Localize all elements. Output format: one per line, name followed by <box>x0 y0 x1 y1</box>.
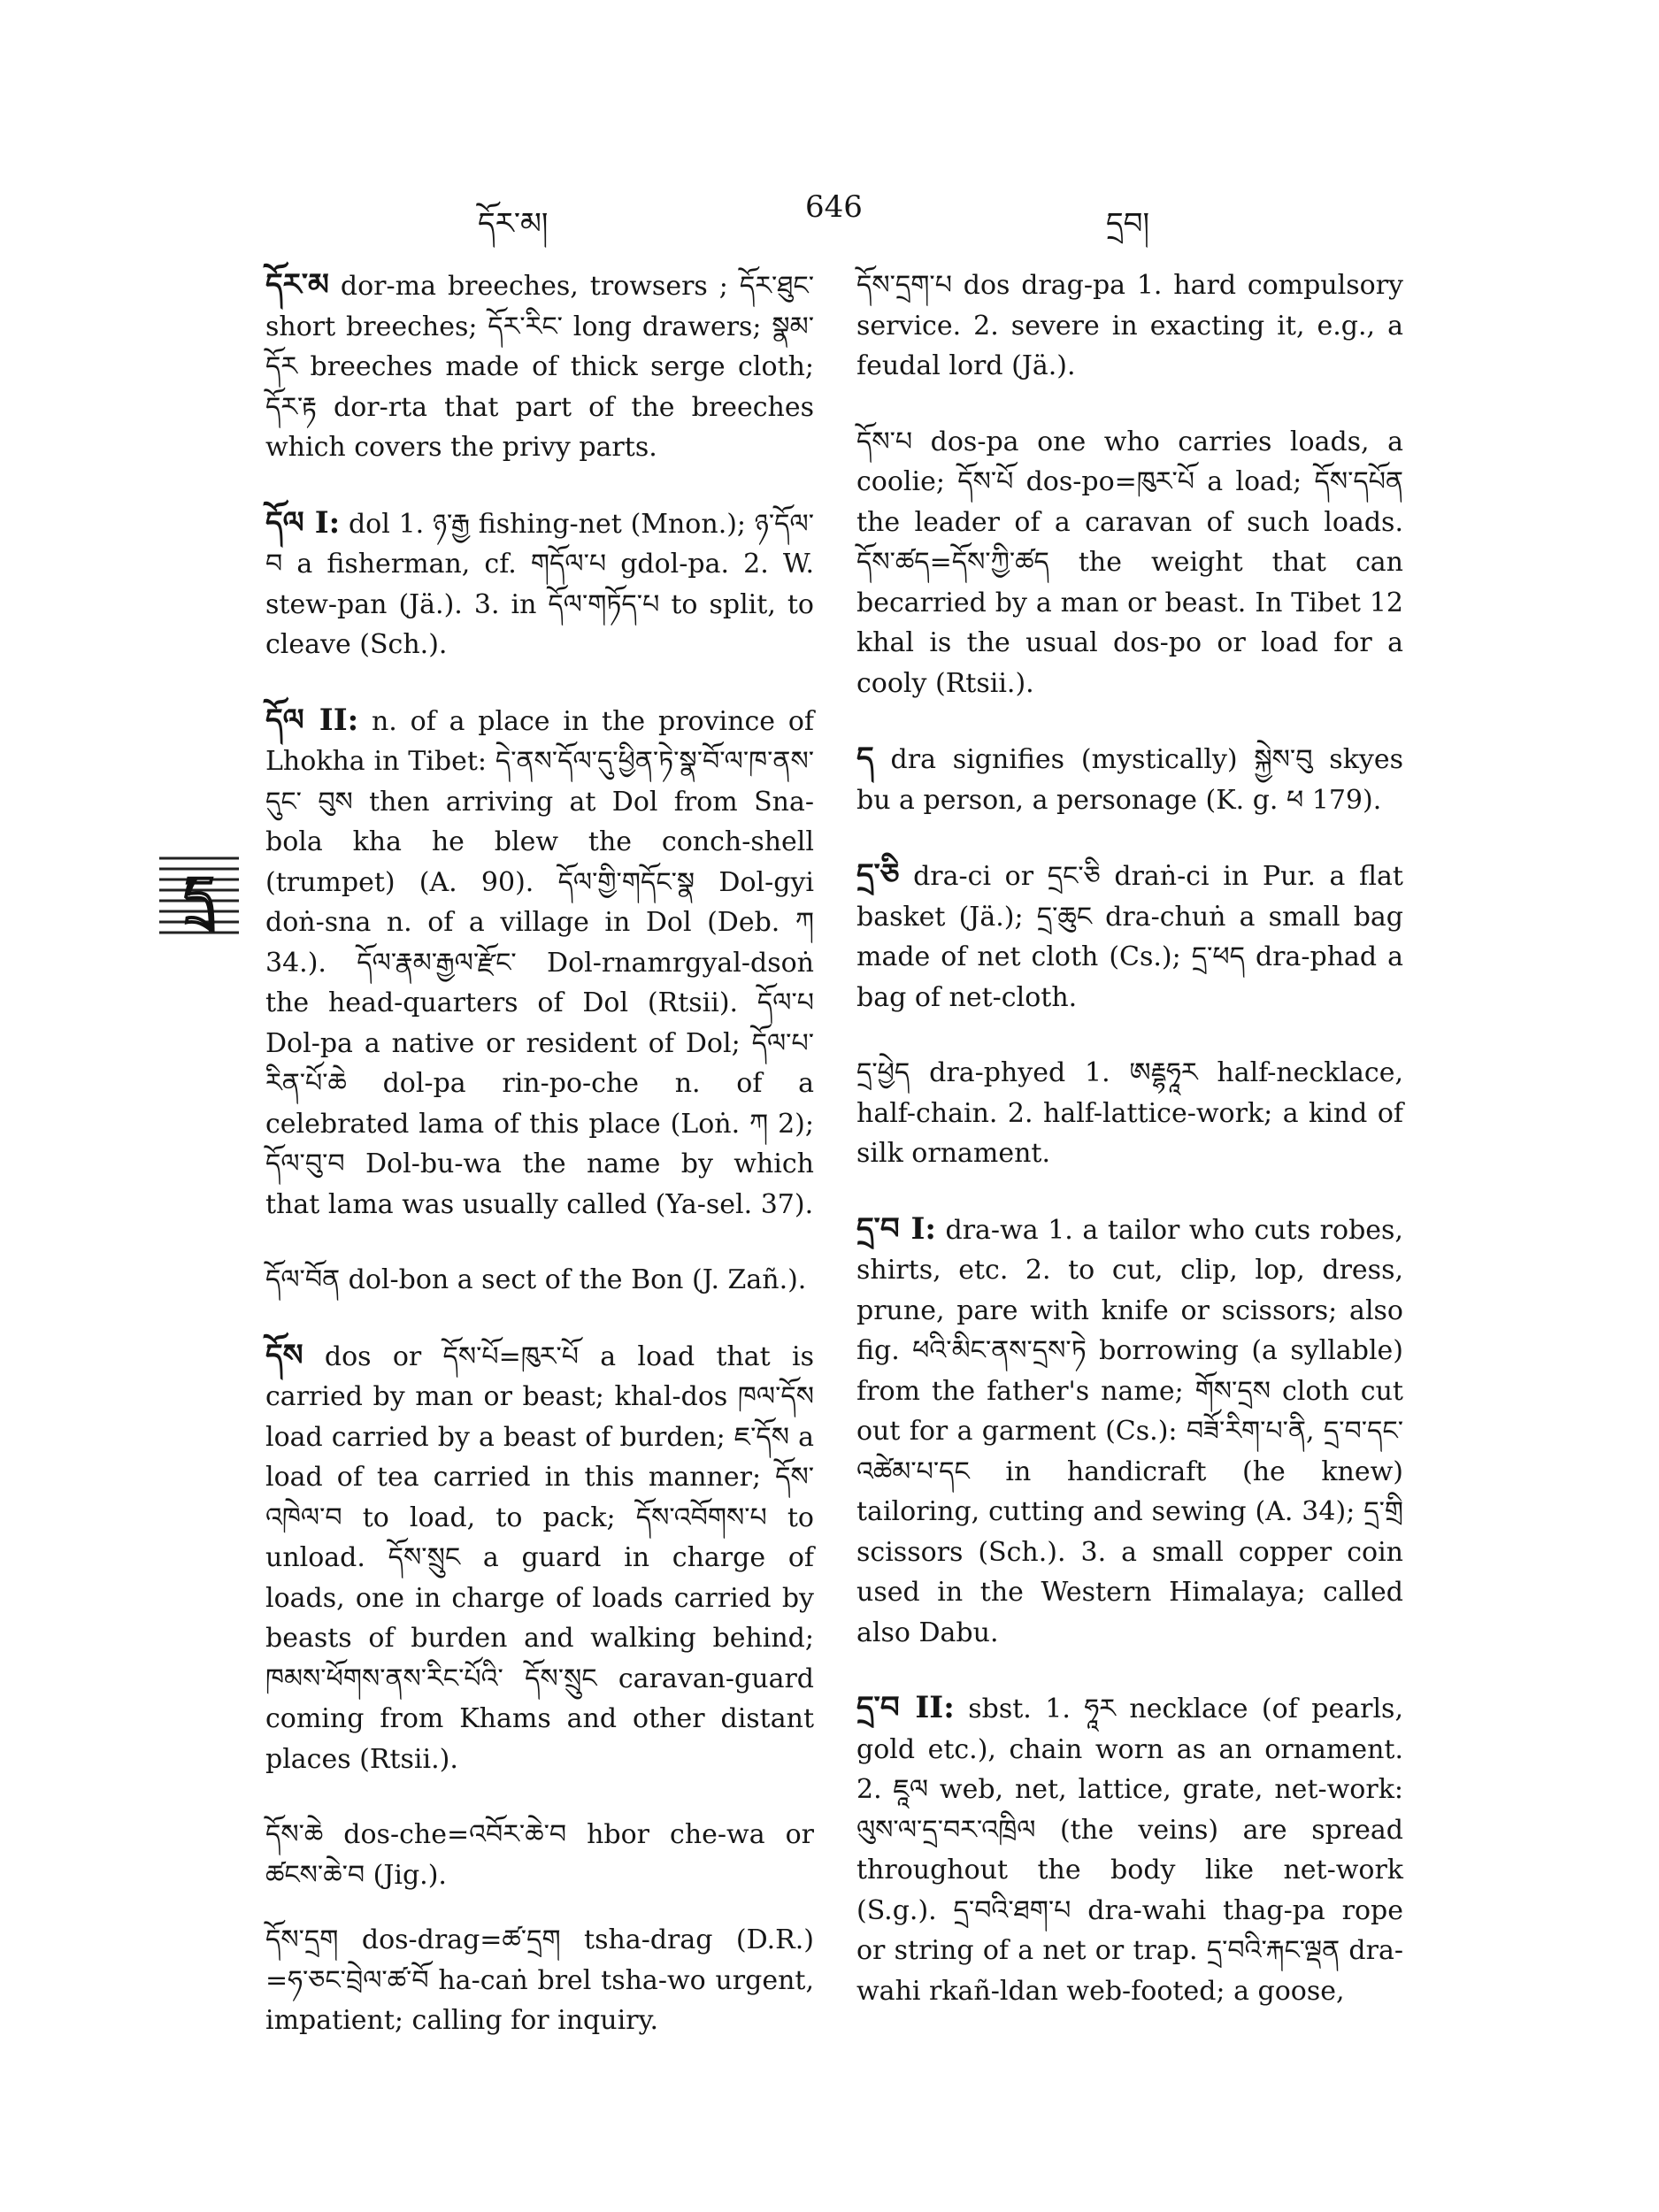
headword: དྲ་བ I: <box>856 1210 936 1247</box>
entry-text: sbst. 1. ཧཱར necklace (of pearls, gold etc.), chain worn as an ornament. 2. ཇཱལ web, net, lattice, grate, net-work: ལུས་ལ་དྲ་བར་འཁྲིལ (the veins) are spread throughout the body like net-work (S.g.). དྲ་བའི་ཐག་པ dra-wahi thag-pa rope or string of a net or trap. དྲ་བའི་རྐང་ལྡན dra-wahi rkañ-ldan web-footed; a goose, <box>856 1694 1403 2007</box>
entry-text: n. of a place in the province of Lhokha in Tibet: དེ་ནས་དོལ་དུ་ཕྱིན་ཏེ་སྣ་བོ་ལ་ཁ་ནས་དུང་ བུས then arriving at Dol from Sna-bola kha he blew the conch-shell (trumpet) (A. 90). དོལ་གྱི་གདོང་སྣ Dol-gyi doṅ-sna n. of a village in Dol (Deb. ཀ 34.). དོལ་རྣམ་རྒྱལ་རྫོང་ Dol-rnamrgyal-dsoṅ the head-quarters of Dol (Rtsii). དོལ་པ Dol-pa a native or resident of Dol; དོལ་པ་རིན་པོ་ཆེ dol-pa rin-po-che n. of a celebrated lama of this place (Loṅ. ཀ 2); དོལ་བུ་བ Dol-bu-wa the name by which that lama was usually called (Ya-sel. 37). <box>265 705 814 1220</box>
page-header <box>265 186 1416 242</box>
entry-dos-drag <box>265 1920 814 2041</box>
entry-dra-wa-2 <box>856 1688 1403 2011</box>
entry-dor-ma <box>265 265 814 468</box>
entry-text: དོས་དྲག་པ dos drag-pa 1. hard compulsory service. 2. severe in exacting it, e.g., a feudal lord (Jä.). <box>856 270 1403 381</box>
entry-text: དོས་པ dos-pa one who carries loads, a coolie; དོས་པོ dos-po=ཁུར་པོ a load; དོས་དཔོན the leader of a caravan of such loads. དོས་ཚད=དོས་ཀྱི་ཚད the weight that can becarried by a man or beast. In Tibet 12 khal is the usual dos-po or load for a cooly (Rtsii.). <box>856 426 1403 699</box>
entry-dra <box>856 739 1403 820</box>
right-column <box>856 265 1403 2047</box>
left-column <box>265 265 814 2077</box>
headword: དོལ II: <box>265 702 359 738</box>
headword: ད <box>856 741 874 776</box>
entry-dra-phyed <box>856 1053 1403 1174</box>
entry-dra-ci <box>856 856 1403 1018</box>
entry-text: dra signifies (mystically) སྐྱེས་བུ skyes bu a person, a personage (K. g. ཕ 179). <box>856 744 1403 816</box>
headword: དྲ་བ II: <box>856 1690 955 1725</box>
side-mark-glyph: དྲ <box>184 865 214 926</box>
entry-dos-pa <box>856 422 1403 704</box>
entry-text: dor-ma breeches, trowsers ; དོར་ཐུང་ short breeches; དོར་རིང་ long drawers; སྣམ་དོར breeches made of thick serge cloth; དོར་རྟ dor-rta that part of the breeches which covers the privy parts. <box>265 271 814 463</box>
entry-text: dra-ci or དྲང་ཅི draṅ-ci in Pur. a flat basket (Jä.); དྲ་ཆུང dra-chuṅ a small bag made of net cloth (Cs.); དྲ་ཕད dra-phad a bag of net-cloth. <box>856 861 1403 1013</box>
entry-dos-che <box>265 1815 814 1895</box>
entry-dol-bon <box>265 1260 814 1301</box>
entry-dos <box>265 1336 814 1780</box>
headword: དོར་མ <box>265 267 329 303</box>
entry-text: dol 1. ཉ་རྒྱ fishing-net (Mnon.); ཉ་དོལ་བ a fisherman, cf. གདོལ་པ gdol-pa. 2. W. stew-pan (Jä.). 3. in དོལ་གཏོད་པ to split, to cleave (Sch.). <box>265 508 814 660</box>
headword: དོལ I: <box>265 504 341 541</box>
right-running-head: དྲབ། <box>1106 206 1150 242</box>
entry-text: དྲ་ཕྱེད dra-phyed 1. ཨརྡྷཧཱར half-necklace, half-chain. 2. half-lattice-work; a kind of silk ornament. <box>856 1057 1403 1169</box>
entry-text: dos or དོས་པོ=ཁུར་པོ a load that is carried by man or beast; khal-dos ཁལ་དོས load carried by a beast of burden; ཇ་དོས a load of tea carried in this manner; དོས་འཁེལ་བ to load, to pack; དོས་འབོགས་པ to unload. དོས་སྲུང a guard in charge of loads, one in charge of loads carried by beasts of burden and walking behind; ཁམས་ཕོགས་ནས་རིང་པོའི་ དོས་སྲུང caravan-guard coming from Khams and other distant places (Rtsii.). <box>265 1340 814 1775</box>
entry-text: དོལ་བོན dol-bon a sect of the Bon (J. Zañ.). <box>265 1264 807 1295</box>
left-running-head: དོར་མ། <box>478 206 549 242</box>
tibetan-letter-marginal-mark-icon <box>159 851 239 940</box>
page-number: 646 <box>805 189 863 225</box>
headword: དྲ་ཅི <box>856 857 900 893</box>
entry-dol-1 <box>265 503 814 665</box>
entry-dos-drag-pa <box>856 265 1403 387</box>
entry-text: dra-wa 1. a tailor who cuts robes, shirts, etc. 2. to cut, clip, lop, dress, prune, pare with knife or scissors; also fig. ཕའི་མིང་ནས་དྲས་ཏེ borrowing (a syllable) from the father's name; གོས་དྲས cloth cut out for a garment (Cs.): བཟོ་རིག་པ་ནི, དྲ་བ་དང་ འཚེམ་པ་དང in handicraft (he knew) tailoring, cutting and sewing (A. 34); དྲ་གྲི scissors (Sch.). 3. a small copper coin used in the Western Himalaya; called also Dabu. <box>856 1214 1403 1648</box>
entry-dra-wa-1 <box>856 1210 1403 1654</box>
entry-text: དོས་དྲག dos-drag=ཚ་དྲག tsha-drag (D.R.) =ཧ་ཅང་བྲེལ་ཚ་བོ ha-caṅ brel tsha-wo urgent, impatient; calling for inquiry. <box>265 1924 814 2036</box>
headword: དོས <box>265 1337 303 1373</box>
entry-text: དོས་ཆེ dos-che=འབོར་ཆེ་བ hbor che-wa or ཚངས་ཆེ་བ (Jig.). <box>265 1819 814 1891</box>
entry-dol-2 <box>265 701 814 1225</box>
